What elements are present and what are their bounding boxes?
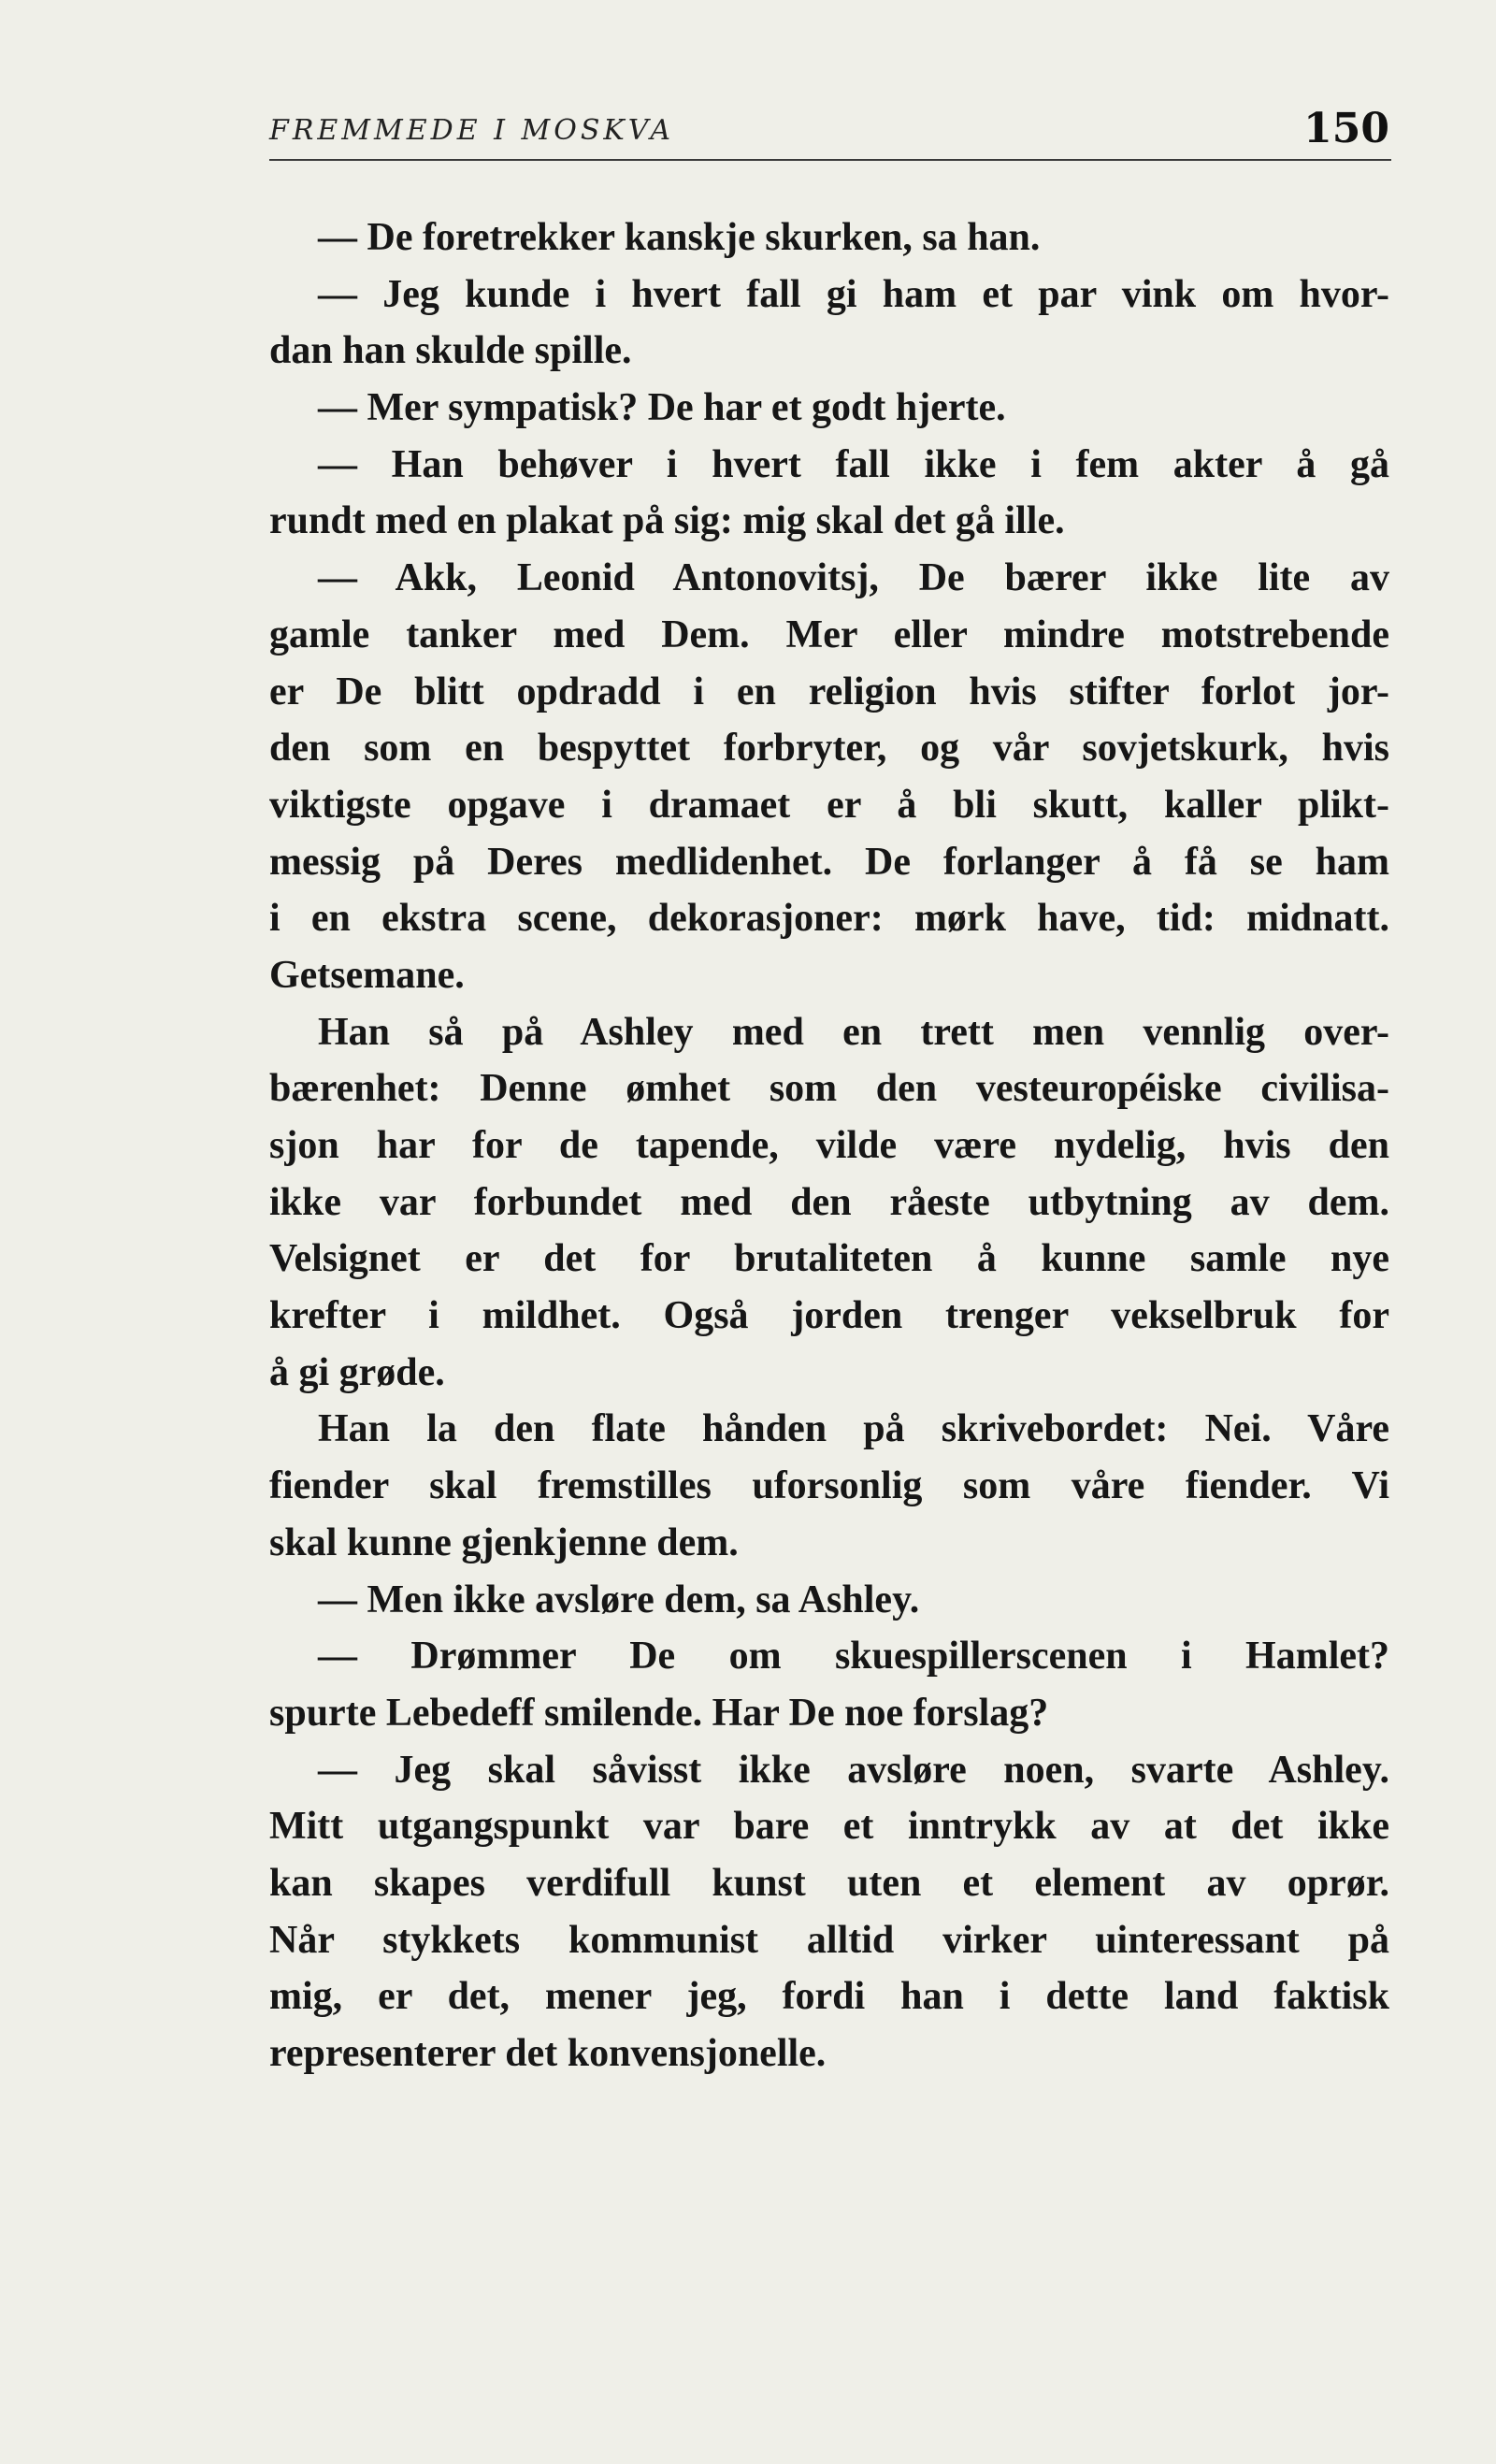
- text-line: fiender skal fremstilles uforsonlig som våre fiender. Vi: [269, 1464, 1389, 1508]
- text-line: den som en bespyttet forbryter, og vår sovjetskurk, hvis: [269, 727, 1389, 771]
- text-line: er De blitt opdradd i en religion hvis stifter forlot jor-: [269, 670, 1389, 713]
- text-line: dan han skulde spille.: [269, 329, 632, 373]
- text-line: Han så på Ashley med en trett men vennlig over-: [318, 1010, 1389, 1054]
- text-line: krefter i mildhet. Også jorden trenger vekselbruk for: [269, 1294, 1389, 1338]
- text-line: sjon har for de tapende, vilde være nydelig, hvis den: [269, 1124, 1389, 1167]
- text-line: — Akk, Leonid Antonovitsj, De bærer ikke lite av: [318, 556, 1389, 600]
- text-line: skal kunne gjenkjenne dem.: [269, 1520, 739, 1564]
- text-line: ikke var forbundet med den råeste utbytning av dem.: [269, 1180, 1389, 1224]
- text-line: — Jeg skal såvisst ikke avsløre noen, svarte Ashley.: [318, 1748, 1389, 1792]
- text-line: Mitt utgangspunkt var bare et inntrykk av at det ikke: [269, 1805, 1389, 1849]
- text-line: — Men ikke avsløre dem, sa Ashley.: [318, 1578, 920, 1621]
- text-line: — Mer sympatisk? De har et godt hjerte.: [318, 386, 1006, 430]
- text-line: — Jeg kunde i hvert fall gi ham et par vink om hvor-: [318, 272, 1389, 316]
- page-header: [269, 105, 1391, 161]
- text-line: i en ekstra scene, dekorasjoner: mørk have, tid: midnatt.: [269, 897, 1389, 941]
- text-line: å gi grøde.: [269, 1350, 445, 1394]
- text-line: spurte Lebedeff smilende. Har De noe forslag?: [269, 1691, 1049, 1735]
- text-line: — Drømmer De om skuespillerscenen i Hamlet?: [318, 1635, 1389, 1679]
- text-line: Han la den flate hånden på skrivebordet: Nei. Våre: [318, 1407, 1389, 1451]
- text-line: Getsemane.: [269, 953, 465, 997]
- page-number: 150: [1303, 105, 1389, 152]
- text-line: kan skapes verdifull kunst uten et element av oprør.: [269, 1861, 1389, 1905]
- text-line: bærenhet: Denne ømhet som den vesteuropéiske civilisa-: [269, 1067, 1389, 1111]
- running-head: FREMMEDE I MOSKVA: [269, 114, 675, 147]
- text-line: Velsignet er det for brutaliteten å kunne samle nye: [269, 1237, 1389, 1281]
- text-line: viktigste opgave i dramaet er å bli skutt, kaller plikt-: [269, 783, 1389, 827]
- text-line: mig, er det, mener jeg, fordi han i dette land faktisk: [269, 1975, 1389, 2019]
- text-line: Når stykkets kommunist alltid virker uinteressant på: [269, 1918, 1389, 1962]
- text-line: — De foretrekker kanskje skurken, sa han.: [318, 216, 1041, 259]
- text-line: messig på Deres medlidenhet. De forlanger å få se ham: [269, 840, 1389, 884]
- text-line: rundt med en plakat på sig: mig skal det gå ille.: [269, 499, 1065, 543]
- text-line: — Han behøver i hvert fall ikke i fem akter å gå: [318, 442, 1389, 486]
- text-line: representerer det konvensjonelle.: [269, 2032, 827, 2075]
- text-line: gamle tanker med Dem. Mer eller mindre motstrebende: [269, 612, 1389, 656]
- body-text: [269, 209, 1389, 2082]
